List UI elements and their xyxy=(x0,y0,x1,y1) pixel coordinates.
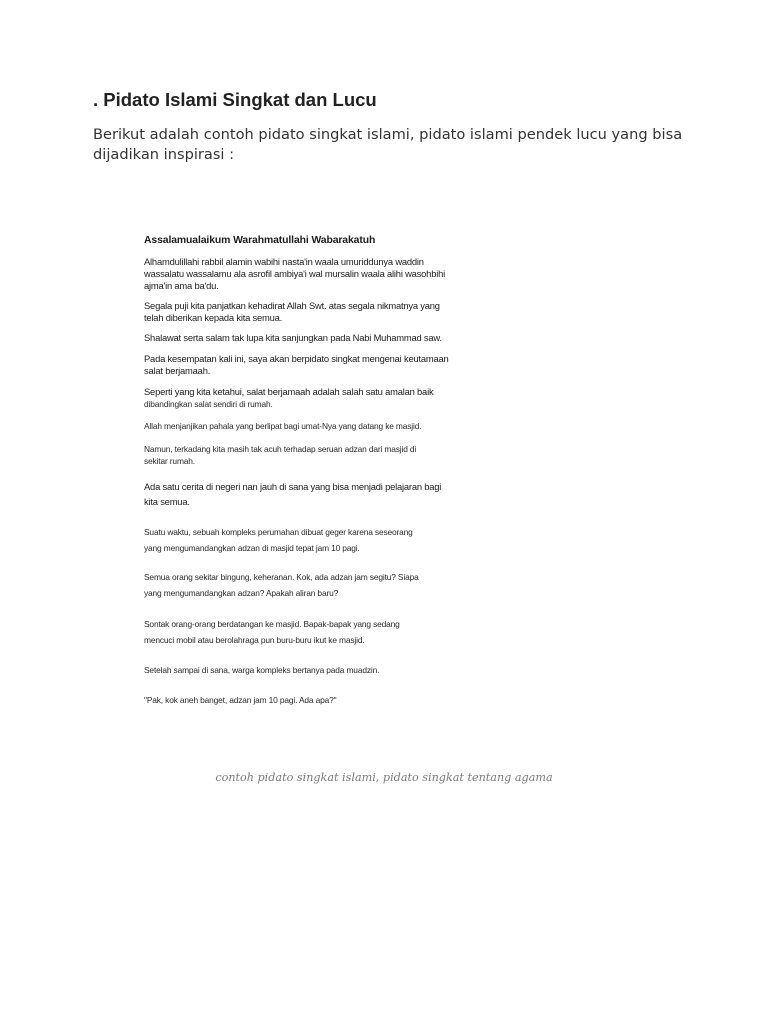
article-intro: Berikut adalah contoh pidato singkat islami, pidato islami pendek lucu yang bisa dijadikan inspirasi : xyxy=(93,126,683,163)
speech-line: Alhamdulillahi rabbil alamin wabihi nasta'in waala umuriddunya waddin xyxy=(144,256,424,267)
speech-line: mencuci mobil atau berolahraga pun buru-buru ikut ke masjid. xyxy=(144,635,365,645)
speech-paragraph xyxy=(144,443,416,467)
speech-line: Semua orang sekitar bingung, keheranan. Kok, ada adzan jam segitu? Siapa xyxy=(144,572,419,582)
speech-line: Ada satu cerita di negeri nan jauh di sana yang bisa menjadi pelajaran bagi xyxy=(144,481,442,492)
speech-line: Setelah sampai di sana, warga kompleks bertanya pada muadzin. xyxy=(144,665,380,675)
speech-paragraph xyxy=(144,420,421,432)
speech-paragraph xyxy=(144,662,379,678)
speech-line: yang mengumandangkan adzan di masjid tepat jam 10 pagi. xyxy=(144,543,360,553)
speech-line: wassalatu wassalamu ala asrofil ambiya'i wal mursalin waala alihi wasohbihi xyxy=(144,268,445,279)
speech-line: sekitar rumah. xyxy=(144,456,195,466)
speech-paragraph xyxy=(144,300,440,324)
speech-paragraph xyxy=(144,256,445,292)
speech-paragraph xyxy=(144,524,413,556)
speech-line: Suatu waktu, sebuah kompleks perumahan dibuat geger karena seseorang xyxy=(144,527,413,537)
speech-line: telah diberikan kepada kita semua. xyxy=(144,312,283,323)
speech-line: kita semua. xyxy=(144,496,190,507)
speech-paragraph xyxy=(144,481,441,508)
speech-paragraph xyxy=(144,569,419,601)
speech-line: yang mengumandangkan adzan? Apakah aliran baru? xyxy=(144,588,339,598)
speech-paragraph xyxy=(144,692,336,708)
speech-line: Seperti yang kita ketahui, salat berjamaah adalah salah satu amalan baik xyxy=(144,386,434,397)
speech-paragraph xyxy=(144,332,442,344)
speech-line: Sontak orang-orang berdatangan ke masjid. Bapak-bapak yang sedang xyxy=(144,619,400,629)
speech-paragraph xyxy=(144,386,433,410)
speech-line: Pada kesempatan kali ini, saya akan berpidato singkat mengenai keutamaan xyxy=(144,353,449,364)
speech-paragraph xyxy=(144,616,400,648)
article-title: . Pidato Islami Singkat dan Lucu xyxy=(93,89,377,110)
speech-line: ajma'in ama ba'du. xyxy=(144,280,219,291)
speech-line: dibandingkan salat sendiri di rumah. xyxy=(144,399,273,409)
speech-paragraph xyxy=(144,353,449,377)
speech-line: Shalawat serta salam tak lupa kita sanjungkan pada Nabi Muhammad saw. xyxy=(144,332,442,343)
image-caption: contoh pidato singkat islami, pidato singkat tentang agama xyxy=(215,771,553,784)
speech-line: "Pak, kok aneh banget, adzan jam 10 pagi. Ada apa?" xyxy=(144,695,337,705)
speech-greeting: Assalamualaikum Warahmatullahi Wabarakatuh xyxy=(144,235,376,246)
speech-line: Namun, terkadang kita masih tak acuh terhadap seruan adzan dari masjid di xyxy=(144,444,417,454)
speech-line: Segala puji kita panjatkan kehadirat Allah Swt. atas segala nikmatnya yang xyxy=(144,300,440,311)
speech-line: salat berjamaah. xyxy=(144,365,211,376)
speech-line: Allah menjanjikan pahala yang berlipat bagi umat-Nya yang datang ke masjid. xyxy=(144,421,422,431)
